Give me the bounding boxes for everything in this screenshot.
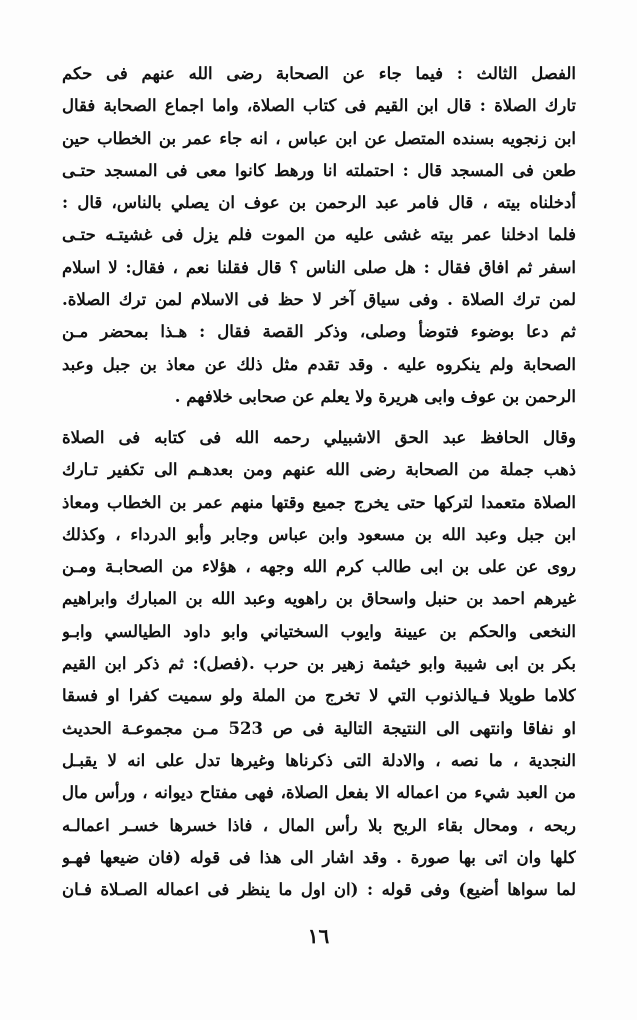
text-line: كلاما طويلا فـيالذنوب التي لا تخرج من الملة ولو سميت كفرا او فسقا	[62, 686, 576, 706]
text-line: الصلاة متعمدا لتركها حتى يخرج جميع وقتها منهم عمر بن الخطاب ومعاذ	[62, 492, 576, 512]
text-line: ذهب جملة من الصحابة رضى الله عنهم ومن بعدهـم الى تكفير تـارك	[62, 460, 576, 480]
text-line: اسفر ثم افاق فقال : هل صلى الناس ؟ قال فقلنا نعم ، فقال: لا اسلام	[62, 257, 576, 277]
text-line: لمن ترك الصلاة . وفى سياق آخر لا حظ فى الاسلام لمن ترك الصلاة.	[62, 290, 576, 310]
text-line: الصحابة ولم ينكروه عليه . وقد تقدم مثل ذلك عن معاذ بن جبل وعبد	[62, 354, 576, 374]
text-line: لما سواها أضيع) وفى قوله : (ان اول ما ينظر فى اعماله الصـلاة فـان	[62, 880, 576, 900]
paragraph-2	[62, 422, 576, 906]
text-line: طعن فى المسجد قال : احتملته انا ورهط كانوا معى فى المسجد حتـى	[62, 160, 576, 180]
text-line: ابن جبل وعبد الله بن مسعود وابن عباس وجابر وأبو الدرداء ، وكذلك	[62, 524, 576, 544]
text-line: فلما ادخلنا عمر بيته غشى عليه من الموت فلم يزل فى غشيتـه حتـى	[62, 225, 576, 245]
page-number: ١٦	[307, 924, 330, 948]
text-line: ثم دعا بوضوء فتوضأ وصلى، وذكر القصة فقال : هـذا بمحضر مـن	[62, 322, 576, 342]
text-line: من العبد شيء من اعماله الا بفعل الصلاة، فهى مفتاح ديوانه ، ورأس مال	[62, 783, 576, 803]
text-line: وقال الحافظ عبد الحق الاشبيلي رحمه الله فى كتابه فى الصلاة	[62, 428, 576, 447]
text-line: النخعى والحكم بن عيينة وايوب السختياني وابو داود الطيالسي وابـو	[62, 621, 576, 641]
text-line: ربحه ، ومحال بقاء الربح بلا رأس المال ، فاذا خسرها خسـر اعمالـه	[62, 815, 576, 835]
text-line: او نفاقا وانتهى الى النتيجة التالية فى ص 523 مـن مجموعـة الحديث	[62, 718, 576, 738]
text-line: أدخلناه بيته ، قال فامر عبد الرحمن بن عوف ان يصلي بالناس، قال :	[62, 193, 576, 213]
text-line: غيرهم احمد بن حنبل واسحاق بن راهويه وعبد الله بن المبارك وابراهيم	[62, 589, 576, 609]
text-line: روى عن على بن ابى طالب كرم الله وجهه ، هؤلاء من الصحابـة ومـن	[62, 557, 576, 577]
text-line: كلها وان اتى بها صورة . وقد اشار الى هذا فى قوله (فان ضيعها فهـو	[62, 847, 576, 867]
paragraph-1	[62, 58, 576, 413]
text-line: بكر بن ابى شيبة وابو خيثمة زهير بن حرب .(فصل): ثم ذكر ابن القيم	[62, 654, 576, 674]
text-line: الفصل الثالث : فيما جاء عن الصحابة رضى الله عنهم فى حكم	[62, 64, 576, 83]
text-line: ابن زنجويه بسنده المتصل عن ابن عباس ، انه جاء عمر بن الخطاب حين	[62, 128, 576, 148]
text-line: تارك الصلاة : قال ابن القيم فى كتاب الصلاة، واما اجماع الصحابة فقال	[62, 96, 576, 116]
text-line: الرحمن بن عوف وابى هريرة ولا يعلم عن صحابى خلافهم .	[174, 386, 576, 406]
text-line: النجدية ، ما نصه ، والادلة التى ذكرناها وغيرها تدل على انه لا يقبـل	[62, 750, 576, 770]
